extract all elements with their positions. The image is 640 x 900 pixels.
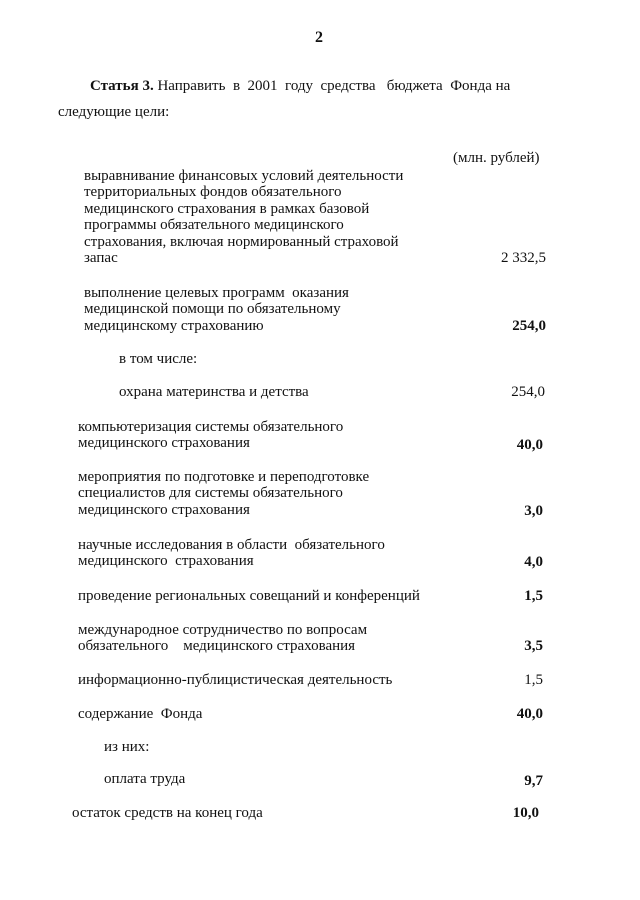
budget-item-text: страхования, включая нормированный страховой: [84, 233, 399, 250]
budget-item-amount: 40,0: [516, 437, 543, 453]
article-first-line: [90, 78, 510, 94]
budget-item-amount: 4,0: [524, 554, 543, 570]
budget-item-text: информационно-публицистическая деятельность: [78, 672, 393, 688]
budget-item-text: международное сотрудничество по вопросам: [78, 622, 368, 638]
budget-item-text: специалистов для системы обязательного: [78, 485, 343, 502]
article-label: Статья 3.: [90, 78, 154, 94]
budget-item-text: содержание Фонда: [78, 706, 203, 722]
budget-item-text: из них:: [104, 739, 150, 755]
budget-item-text: выравнивание финансовых условий деятельности: [84, 168, 404, 184]
budget-item-amount: 2 332,5: [501, 250, 546, 266]
budget-item-text: в том числе:: [119, 351, 198, 367]
budget-item-amount: 254,0: [512, 318, 546, 334]
budget-item-amount: 1,5: [524, 672, 543, 688]
budget-item-text: медицинской помощи по обязательному: [84, 301, 341, 318]
budget-item-text: запас: [84, 250, 118, 266]
budget-item-text: выполнение целевых программ оказания: [84, 285, 349, 301]
units-label: (млн. рублей): [453, 150, 540, 166]
budget-item-text: медицинского страхования: [78, 553, 254, 570]
budget-item-amount: 3,0: [524, 503, 543, 519]
budget-item-amount: 40,0: [516, 706, 543, 722]
budget-item-text: компьютеризация системы обязательного: [78, 419, 344, 435]
budget-item-text: медицинского страхования: [78, 501, 250, 518]
budget-item-amount: 9,7: [524, 773, 543, 789]
budget-item-amount: 1,5: [524, 588, 543, 604]
budget-item-text: охрана материнства и детства: [119, 384, 309, 400]
budget-item-text: мероприятия по подготовке и переподготовке: [78, 469, 370, 485]
article-intro-text: Направить в 2001 году средства бюджета Фонда на: [157, 78, 511, 94]
budget-item-text: территориальных фондов обязательного: [84, 184, 342, 201]
budget-item-amount: 10,0: [512, 805, 539, 821]
budget-item-text: медицинского страхования: [78, 435, 250, 452]
page-number: 2: [315, 29, 323, 46]
budget-item-amount: 254,0: [511, 384, 545, 400]
budget-item-text: медицинскому страхованию: [84, 317, 264, 334]
budget-item-text: научные исследования в области обязательного: [78, 537, 385, 553]
article-intro-continuation: следующие цели:: [58, 104, 170, 120]
budget-item-text: медицинского страхования в рамках базовой: [84, 200, 370, 217]
budget-item-text: проведение региональных совещаний и конференций: [78, 588, 420, 604]
budget-item-text: оплата труда: [104, 771, 186, 787]
budget-item-text: обязательного медицинского страхования: [78, 638, 356, 655]
budget-item-amount: 3,5: [524, 638, 543, 654]
budget-item-text: программы обязательного медицинского: [84, 217, 344, 234]
budget-item-text: остаток средств на конец года: [72, 805, 263, 821]
